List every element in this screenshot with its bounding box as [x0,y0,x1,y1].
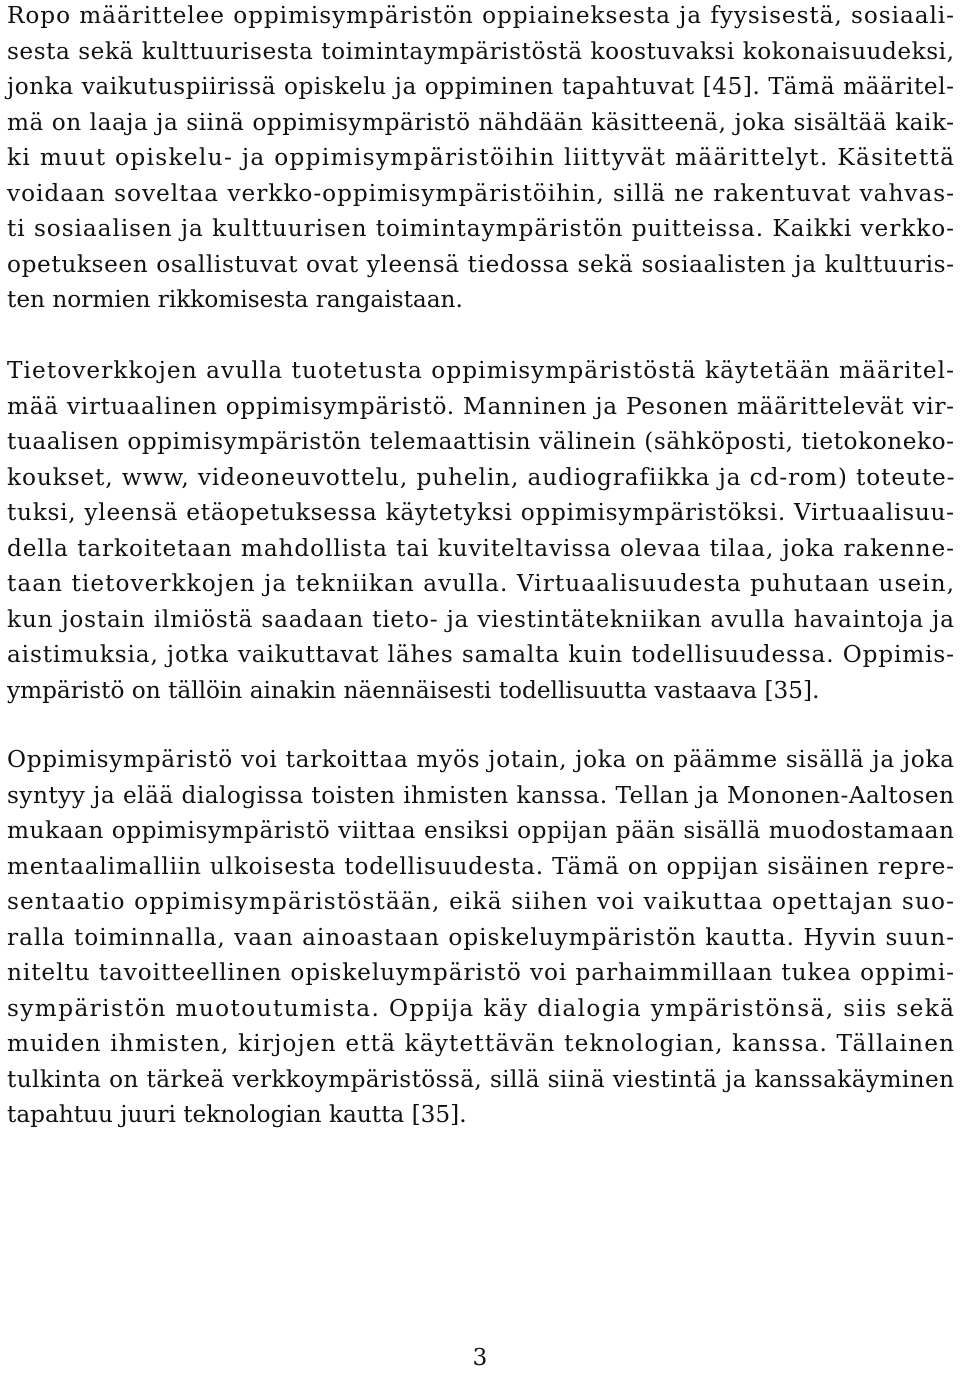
paragraph-line: tuksi, yleensä etäopetuksessa käytetyksi oppimisympäristöksi. Virtuaalisuu- [7,499,955,526]
paragraph-line: mukaan oppimisympäristö viittaa ensiksi oppijan pään sisällä muodostamaan [7,817,955,844]
paragraph-line: Ropo määrittelee oppimisympäristön oppiaineksesta ja fyysisestä, sosiaali- [7,2,955,29]
paragraph-line: niteltu tavoitteellinen opiskeluympäristö voi parhaimmillaan tukea oppimi- [7,959,955,986]
paragraph-line: ympäristö on tällöin ainakin näennäisesti todellisuutta vastaava [35]. [7,676,820,704]
paragraph-line: opetukseen osallistuvat ovat yleensä tiedossa sekä sosiaalisten ja kulttuuris- [7,250,955,278]
paragraph-line: tulkinta on tärkeä verkkoympäristössä, sillä siinä viestintä ja kanssakäyminen [7,1065,955,1093]
paragraph-1 [7,0,954,318]
paragraph-line: kun jostain ilmiöstä saadaan tieto- ja viestintätekniikan avulla havaintoja ja [7,605,955,633]
paragraph-line: voidaan soveltaa verkko-oppimisympäristöihin, sillä ne rakentuvat vahvas- [7,179,955,207]
page-number: 3 [472,1345,488,1371]
paragraph-line: koukset, www, videoneuvottelu, puhelin, audiografiikka ja cd-rom) toteute- [7,463,956,491]
paragraph-3 [7,742,954,1133]
paragraph-line: muiden ihmisten, kirjojen että käytettävän teknologian, kanssa. Tällainen [7,1030,956,1057]
paragraph-line: sympäristön muotoutumista. Oppija käy dialogia ympäristönsä, siis sekä [7,994,956,1022]
paragraph-line: mä on laaja ja siinä oppimisympäristö nähdään käsitteenä, joka sisältää kaik- [7,108,955,136]
paragraph-line: mentaalimalliin ulkoisesta todellisuudesta. Tämä on oppijan sisäinen repre- [7,852,955,880]
paragraph-line: tuaalisen oppimisympäristön telemaattisin välinein (sähköposti, tietokoneko- [7,428,955,455]
paragraph-line: della tarkoitetaan mahdollista tai kuviteltavissa olevaa tilaa, joka rakenne- [7,534,955,562]
paragraph-line: mää virtuaalinen oppimisympäristö. Manninen ja Pesonen määrittelevät vir- [7,392,955,420]
paragraph-line: ki muut opiskelu- ja oppimisympäristöihin liittyvät määrittelyt. Käsitettä [7,144,956,171]
paragraph-line: ten normien rikkomisesta rangaistaan. [7,286,463,313]
paragraph-line: ralla toiminnalla, vaan ainoastaan opiskeluympäristön kautta. Hyvin suun- [7,923,955,951]
paragraph-line: Tietoverkkojen avulla tuotetusta oppimisympäristöstä käytetään määritel- [7,357,956,384]
paragraph-line: ti sosiaalisen ja kulttuurisen toimintaympäristön puitteissa. Kaikki verkko- [7,215,955,242]
paragraph-line: syntyy ja elää dialogissa toisten ihmisten kanssa. Tellan ja Mononen-Aaltosen [7,781,955,809]
paragraph-line: taan tietoverkkojen ja tekniikan avulla. Virtuaalisuudesta puhutaan usein, [7,570,956,597]
paragraph-line: sesta sekä kulttuurisesta toimintaympäristöstä koostuvaksi kokonaisuudeksi, [7,37,955,65]
paragraph-line: aistimuksia, jotka vaikuttavat lähes samalta kuin todellisuudessa. Oppimis- [7,641,955,668]
paragraph-line: Oppimisympäristö voi tarkoittaa myös jotain, joka on päämme sisällä ja joka [7,746,955,773]
paragraph-line: tapahtuu juuri teknologian kautta [35]. [7,1101,467,1128]
paragraph-2 [7,353,954,708]
paragraph-line: sentaatio oppimisympäristöstään, eikä siihen voi vaikuttaa opettajan suo- [7,888,956,915]
paragraph-line: jonka vaikutuspiirissä opiskelu ja oppiminen tapahtuvat [45]. Tämä määritel- [7,73,955,100]
